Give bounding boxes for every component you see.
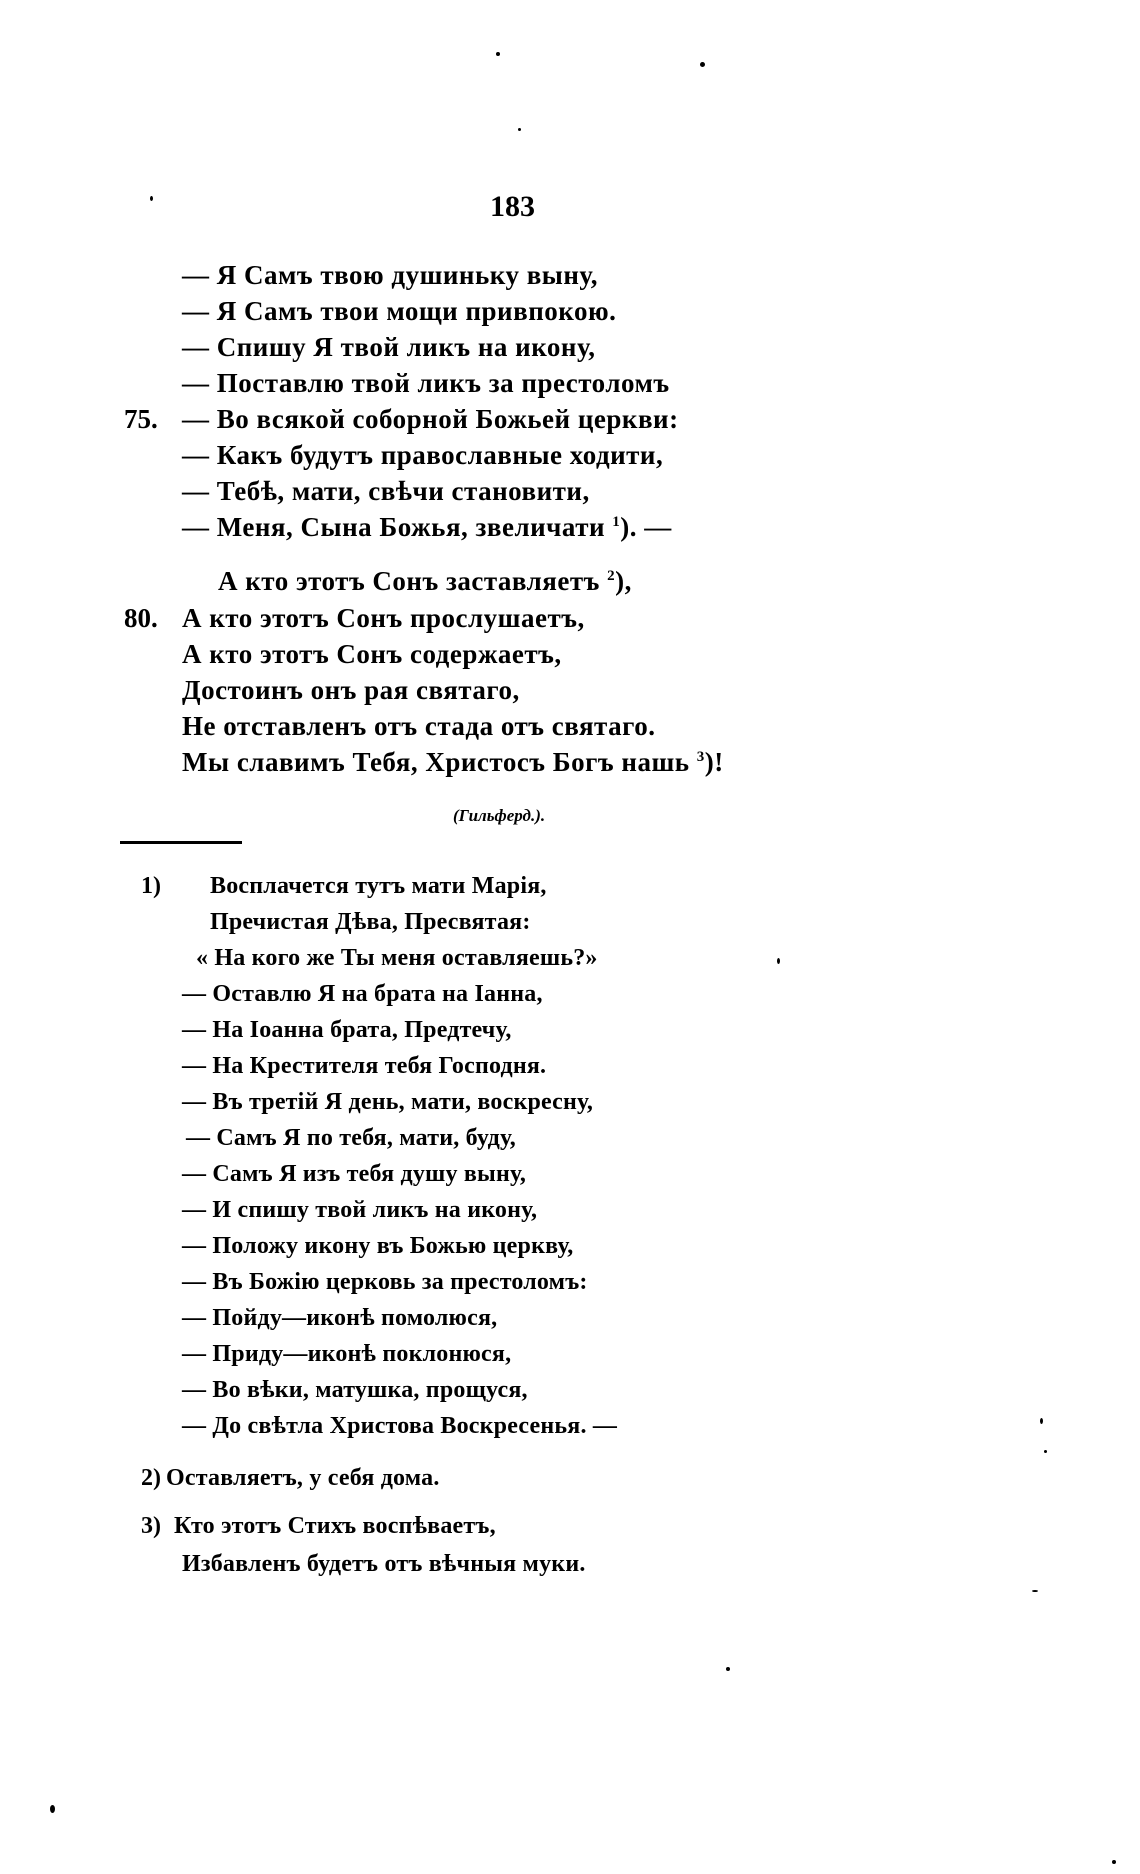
footnote-line: — Во вѣки, матушка, прощуся, [182, 1377, 528, 1403]
footnote-line: — Самъ Я по тебя, мати, буду, [186, 1125, 516, 1151]
footnote-line: Кто этотъ Стихъ воспѣваетъ, [174, 1513, 496, 1539]
verse-line: Не отставленъ отъ стада отъ святаго. [182, 711, 656, 741]
footnote-divider [120, 841, 242, 844]
verse-text: Мы славимъ Тебя, Христосъ Богъ нашь [182, 747, 690, 777]
scan-speck [150, 196, 153, 201]
verse-text: — Меня, Сына Божья, звеличати [182, 512, 606, 542]
line-number: 75. [124, 404, 158, 434]
footnote-line: Восплачется тутъ мати Марія, [210, 873, 547, 899]
scan-speck [1112, 1860, 1116, 1864]
footnote-line: — Приду—иконѣ поклонюся, [182, 1341, 512, 1367]
verse-ending: )! [704, 747, 724, 777]
footnote-line: — До свѣтла Христова Воскресенья. — [182, 1413, 618, 1439]
footnote-line: Оставляетъ, у себя дома. [166, 1465, 440, 1491]
scan-speck [1032, 1590, 1038, 1592]
verse-line: — Тебѣ, мати, свѣчи становити, [182, 476, 590, 506]
scan-speck [1040, 1418, 1043, 1424]
verse-line: А кто этотъ Сонъ прослушаетъ, [182, 603, 585, 633]
attribution: (Гильферд.). [453, 806, 546, 825]
verse-text: А кто этотъ Сонъ заставляетъ [218, 566, 600, 596]
footnote-line: Избавленъ будетъ отъ вѣчныя муки. [182, 1551, 586, 1577]
footnote-line: — Оставлю Я на брата на Іанна, [182, 981, 543, 1007]
scan-speck [1044, 1450, 1047, 1453]
verse-line: Достоинъ онъ рая святаго, [182, 675, 520, 705]
scan-speck [777, 958, 780, 964]
footnote-line: — Въ Божію церковь за престоломъ: [182, 1269, 588, 1295]
line-number: 80. [124, 603, 158, 633]
footnote-line: — Положу икону въ Божью церкву, [182, 1233, 574, 1259]
verse-ending: ), [615, 566, 632, 596]
footnote-line: — Пойду—иконѣ помолюся, [182, 1305, 498, 1331]
verse-line: А кто этотъ Сонъ содержаетъ, [182, 639, 562, 669]
footnote-reference: 3 [696, 749, 705, 765]
verse-line: — Во всякой соборной Божьей церкви: [182, 404, 679, 434]
verse-line: — Какъ будутъ православные ходити, [182, 440, 664, 470]
footnote-marker: 3) [141, 1513, 161, 1539]
scan-speck [700, 62, 705, 67]
footnote-marker: 2) [141, 1465, 161, 1491]
page-number: 183 [490, 190, 535, 223]
scan-speck [50, 1805, 55, 1813]
scan-speck [496, 52, 500, 56]
scan-speck [726, 1667, 730, 1671]
verse-line: — Спишу Я твой ликъ на икону, [182, 332, 596, 362]
footnote-line: — Самъ Я изъ тебя душу выну, [182, 1161, 527, 1187]
footnote-reference: 2 [607, 568, 616, 584]
footnote-line: — На Крестителя тебя Господня. [182, 1053, 547, 1079]
verse-line: — Я Самъ твою душиньку выну, [182, 260, 598, 290]
footnote-line: — Въ третій Я день, мати, воскресну, [182, 1089, 594, 1115]
verse-line [218, 568, 632, 595]
verse-line [182, 514, 672, 541]
footnote-marker: 1) [141, 873, 161, 899]
verse-line: — Поставлю твой ликъ за престоломъ [182, 368, 670, 398]
verse-ending: ). — [620, 512, 672, 542]
footnote-line: Пречистая Дѣва, Пресвятая: [210, 909, 531, 935]
verse-line [182, 749, 724, 776]
verse-line: — Я Самъ твои мощи привпокою. [182, 296, 617, 326]
footnote-line: — И спишу твой ликъ на икону, [182, 1197, 538, 1223]
footnote-reference: 1 [612, 514, 621, 530]
footnote-line: — На Іоанна брата, Предтечу, [182, 1017, 512, 1043]
footnote-line: « На кого же Ты меня оставляешь?» [196, 945, 598, 971]
scan-speck [518, 128, 521, 131]
